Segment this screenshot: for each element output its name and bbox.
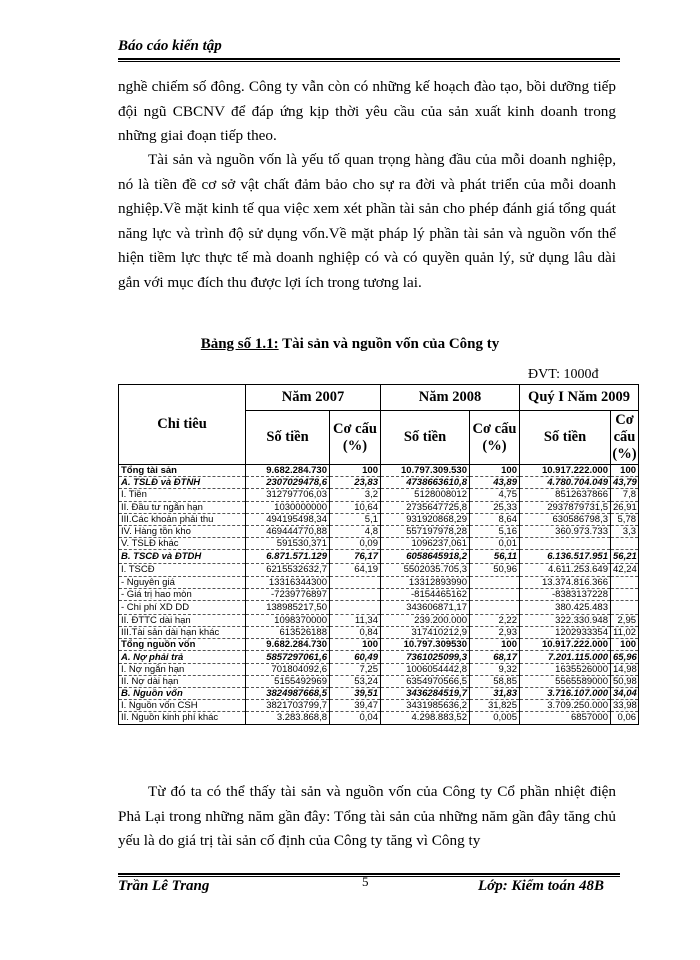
amount-cell xyxy=(520,538,611,550)
amount-cell: 1030000000 xyxy=(246,501,330,513)
amount-cell: 9.682.284.730 xyxy=(246,639,330,651)
footer-author: Trần Lê Trang xyxy=(118,878,210,894)
structure-cell: 100 xyxy=(330,639,381,651)
header-structure: Cơ cấu (%) xyxy=(470,411,520,465)
row-label-cell: V. TSLĐ khác xyxy=(119,538,246,550)
table-row xyxy=(119,688,639,700)
amount-cell: 9.682.284.730 xyxy=(246,465,330,477)
structure-cell: 2,95 xyxy=(611,614,639,626)
amount-cell: 10.797.309530 xyxy=(381,639,470,651)
amount-cell: 5502035.705,3 xyxy=(381,564,470,576)
row-label-cell: B. TSCĐ và ĐTDH xyxy=(119,550,246,564)
structure-cell: 3,2 xyxy=(330,489,381,501)
structure-cell: 42,24 xyxy=(611,564,639,576)
header-rule-thin xyxy=(118,61,620,62)
structure-cell xyxy=(470,600,520,614)
table-row xyxy=(119,675,639,687)
row-label-cell: III.Các khoản phải thu xyxy=(119,513,246,525)
amount-cell: 5155492969 xyxy=(246,675,330,687)
structure-cell: 26,91 xyxy=(611,501,639,513)
structure-cell: 65,96 xyxy=(611,651,639,663)
row-label-cell: II. Nguồn kinh phí khác xyxy=(119,712,246,724)
structure-cell: 2,93 xyxy=(470,627,520,639)
amount-cell: 613526188 xyxy=(246,627,330,639)
structure-cell: 5,78 xyxy=(611,513,639,525)
amount-cell: 380.425.483 xyxy=(520,600,611,614)
amount-cell: 13316344300 xyxy=(246,576,330,588)
amount-cell: 4.780.704.049 xyxy=(520,477,611,489)
structure-cell: 3,3 xyxy=(611,525,639,537)
table-row xyxy=(119,550,639,564)
structure-cell: 23,83 xyxy=(330,477,381,489)
table-row xyxy=(119,614,639,626)
amount-cell: 6.871.571.129 xyxy=(246,550,330,564)
header-structure: Cơ cấu (%) xyxy=(611,411,639,465)
amount-cell: 931920868,29 xyxy=(381,513,470,525)
table-row xyxy=(119,700,639,712)
row-label-cell: A. Nợ phải trả xyxy=(119,651,246,663)
row-label-cell: - Chi phí XD DD xyxy=(119,600,246,614)
amount-cell: 630586798,3 xyxy=(520,513,611,525)
structure-cell: 0,01 xyxy=(470,538,520,550)
structure-cell xyxy=(470,576,520,588)
header-structure: Cơ cấu (%) xyxy=(330,411,381,465)
amount-cell: -7239776897 xyxy=(246,588,330,600)
table-row xyxy=(119,465,639,477)
header-rule xyxy=(118,58,620,60)
row-label-cell: II. Đầu tư ngắn hạn xyxy=(119,501,246,513)
amount-cell: 8512637866 xyxy=(520,489,611,501)
amount-cell: 5128008012 xyxy=(381,489,470,501)
row-label-cell: - Giá trị hao mòn xyxy=(119,588,246,600)
amount-cell: 5857297061,6 xyxy=(246,651,330,663)
amount-cell: 10.797.309.530 xyxy=(381,465,470,477)
amount-cell: 3821703799,7 xyxy=(246,700,330,712)
structure-cell: 7,8 xyxy=(611,489,639,501)
amount-cell: 6215532632,7 xyxy=(246,564,330,576)
footer-rule xyxy=(118,873,620,875)
amount-cell: 13312893990 xyxy=(381,576,470,588)
amount-cell: 2307029478,6 xyxy=(246,477,330,489)
amount-cell: 557197978,28 xyxy=(381,525,470,537)
structure-cell: 58,85 xyxy=(470,675,520,687)
structure-cell: 39,47 xyxy=(330,700,381,712)
footer-class: Lớp: Kiểm toán 48B xyxy=(478,878,604,894)
structure-cell: 25,33 xyxy=(470,501,520,513)
amount-cell: 317410212,9 xyxy=(381,627,470,639)
row-label-cell: - Nguyên giá xyxy=(119,576,246,588)
row-label-cell: III.Tài sản dài hạn khác xyxy=(119,627,246,639)
structure-cell: 50,96 xyxy=(470,564,520,576)
structure-cell: 5,16 xyxy=(470,525,520,537)
structure-cell: 14,98 xyxy=(611,663,639,675)
paragraph-1: nghề chiếm số đông. Công ty vẫn còn có những kế hoạch đào tạo, bồi dưỡng tiếp đội ngũ CBCNV để đáp ứng kịp thời yêu cầu của sản xuất kinh doanh trong những giai đoạn tiếp theo. xyxy=(118,78,616,144)
amount-cell: 13.374.816.366 xyxy=(520,576,611,588)
amount-cell: 1202933354 xyxy=(520,627,611,639)
structure-cell: 100 xyxy=(330,465,381,477)
structure-cell: 9,32 xyxy=(470,663,520,675)
row-label-cell: II. ĐTTC dài hạn xyxy=(119,614,246,626)
table-row xyxy=(119,525,639,537)
table-caption xyxy=(0,336,700,353)
structure-cell: 31,83 xyxy=(470,688,520,700)
structure-cell: 11,02 xyxy=(611,627,639,639)
amount-cell: 3.283.868,8 xyxy=(246,712,330,724)
structure-cell: 31,825 xyxy=(470,700,520,712)
amount-cell: 2937879731,5 xyxy=(520,501,611,513)
structure-cell: 64,19 xyxy=(330,564,381,576)
table-row xyxy=(119,513,639,525)
structure-cell: 100 xyxy=(611,465,639,477)
row-label-cell: I. Nguồn vốn CSH xyxy=(119,700,246,712)
structure-cell: 7,25 xyxy=(330,663,381,675)
structure-cell: 43,89 xyxy=(470,477,520,489)
amount-cell: 494195498,34 xyxy=(246,513,330,525)
header-period-2009q1: Quý I Năm 2009 xyxy=(520,385,639,411)
structure-cell: 39,51 xyxy=(330,688,381,700)
amount-cell: 3431985636,2 xyxy=(381,700,470,712)
assets-table xyxy=(118,384,639,725)
structure-cell xyxy=(611,600,639,614)
structure-cell: 0,04 xyxy=(330,712,381,724)
amount-cell: 6354970566,5 xyxy=(381,675,470,687)
structure-cell: 100 xyxy=(611,639,639,651)
structure-cell: 100 xyxy=(470,465,520,477)
row-label-cell: I. Nợ ngắn hạn xyxy=(119,663,246,675)
table-row xyxy=(119,600,639,614)
structure-cell xyxy=(611,576,639,588)
table-row xyxy=(119,712,639,724)
header-amount: Số tiền xyxy=(246,411,330,465)
amount-cell: -8154465162 xyxy=(381,588,470,600)
row-label-cell: I. Tiền xyxy=(119,489,246,501)
amount-cell: 6058645918,2 xyxy=(381,550,470,564)
structure-cell: 50,98 xyxy=(611,675,639,687)
amount-cell: 10.917.222.000 xyxy=(520,639,611,651)
amount-cell: 7.201.115.000 xyxy=(520,651,611,663)
amount-cell: 1098370000 xyxy=(246,614,330,626)
structure-cell: 4,8 xyxy=(330,525,381,537)
table-row xyxy=(119,639,639,651)
table-row xyxy=(119,576,639,588)
structure-cell: 0,005 xyxy=(470,712,520,724)
table-row xyxy=(119,627,639,639)
table-row xyxy=(119,477,639,489)
amount-cell: 3824987668,5 xyxy=(246,688,330,700)
row-label-cell: I. TSCĐ xyxy=(119,564,246,576)
table-row xyxy=(119,564,639,576)
row-label-cell: Tổng nguồn vốn xyxy=(119,639,246,651)
amount-cell: 701804092,6 xyxy=(246,663,330,675)
footer-rule-thin xyxy=(118,876,620,877)
header-amount: Số tiền xyxy=(520,411,611,465)
structure-cell xyxy=(611,588,639,600)
structure-cell xyxy=(330,588,381,600)
amount-cell: 469444770,88 xyxy=(246,525,330,537)
structure-cell: 0,06 xyxy=(611,712,639,724)
structure-cell xyxy=(611,538,639,550)
structure-cell: 56,21 xyxy=(611,550,639,564)
amount-cell: 1635526000 xyxy=(520,663,611,675)
amount-cell: 1006054442,8 xyxy=(381,663,470,675)
row-label-cell: B. Nguồn vốn xyxy=(119,688,246,700)
structure-cell: 11,34 xyxy=(330,614,381,626)
amount-cell: 239.200.000 xyxy=(381,614,470,626)
structure-cell: 100 xyxy=(470,639,520,651)
structure-cell: 10,64 xyxy=(330,501,381,513)
structure-cell: 33,98 xyxy=(611,700,639,712)
amount-cell: 7361025099,3 xyxy=(381,651,470,663)
table-row xyxy=(119,651,639,663)
header-amount: Số tiền xyxy=(381,411,470,465)
structure-cell: 68,17 xyxy=(470,651,520,663)
structure-cell: 2,22 xyxy=(470,614,520,626)
structure-cell xyxy=(330,576,381,588)
row-label-cell: IV. Hàng tồn kho xyxy=(119,525,246,537)
amount-cell: 6857000 xyxy=(520,712,611,724)
structure-cell: 34,04 xyxy=(611,688,639,700)
paragraph-3: Từ đó ta có thể thấy tài sản và nguồn vốn của Công ty Cổ phần nhiệt điện Phả Lại trong những năm gần đây: Tổng tài sản của những năm gần đây tăng chủ yếu là do giá trị tài sản cố định của Công ty tăng vì Công ty xyxy=(118,783,616,849)
amount-cell: 322.330.948 xyxy=(520,614,611,626)
amount-cell: 360.973.733 xyxy=(520,525,611,537)
amount-cell: 343606871,17 xyxy=(381,600,470,614)
amount-cell: 3436284519,7 xyxy=(381,688,470,700)
table-body xyxy=(119,465,639,725)
amount-cell: 3.716.107.000 xyxy=(520,688,611,700)
structure-cell: 0,09 xyxy=(330,538,381,550)
table-row xyxy=(119,501,639,513)
row-label-cell: II. Nợ dài hạn xyxy=(119,675,246,687)
row-label-cell: Tổng tài sản xyxy=(119,465,246,477)
header-indicator: Chỉ tiêu xyxy=(119,385,246,465)
structure-cell: 76,17 xyxy=(330,550,381,564)
structure-cell xyxy=(330,600,381,614)
amount-cell: 5565589000 xyxy=(520,675,611,687)
page-number: 5 xyxy=(362,874,369,889)
structure-cell xyxy=(470,588,520,600)
structure-cell: 4,75 xyxy=(470,489,520,501)
amount-cell: 4.298.883,52 xyxy=(381,712,470,724)
table-row xyxy=(119,663,639,675)
table-caption-title: Tài sản và nguồn vốn của Công ty xyxy=(282,336,500,352)
amount-cell: 312797706,03 xyxy=(246,489,330,501)
table-unit: ĐVT: 1000đ xyxy=(528,367,599,382)
structure-cell: 43,79 xyxy=(611,477,639,489)
header-period-2007: Năm 2007 xyxy=(246,385,381,411)
structure-cell: 60,49 xyxy=(330,651,381,663)
amount-cell: 591530,371 xyxy=(246,538,330,550)
paragraph-2: Tài sản và nguồn vốn là yếu tố quan trọng hàng đầu của mỗi doanh nghiệp, nó là tiền đề cơ sở vật chất đảm bảo cho sự ra đời và phát triển của mỗi doanh nghiệp.Về mặt kinh tế qua việc xem xét phần tài sản cho phép đánh giá tổng quát năng lực và trình độ sử dụng vốn.Về mặt pháp lý phần tài sản và nguồn vốn thể hiện tiềm lực thực tế mà doanh nghiệp có và có quyền quản lý, sử dụng lâu dài gắn với mục đích thu được lợi ích trong tương lai. xyxy=(118,151,616,291)
amount-cell: 3.709.250.000 xyxy=(520,700,611,712)
amount-cell: 138985217,50 xyxy=(246,600,330,614)
running-header: Báo cáo kiến tập xyxy=(118,38,222,54)
amount-cell: 4.611.253.649 xyxy=(520,564,611,576)
row-label-cell: A. TSLĐ và ĐTNH xyxy=(119,477,246,489)
header-period-2008: Năm 2008 xyxy=(381,385,520,411)
amount-cell: 10.917.222.000 xyxy=(520,465,611,477)
structure-cell: 56,11 xyxy=(470,550,520,564)
table-row xyxy=(119,489,639,501)
amount-cell: 1096237,061 xyxy=(381,538,470,550)
table-row xyxy=(119,538,639,550)
amount-cell: -8383137228 xyxy=(520,588,611,600)
table-caption-label: Bảng số 1.1: xyxy=(200,336,279,352)
amount-cell: 6.136.517.951 xyxy=(520,550,611,564)
table-row xyxy=(119,588,639,600)
structure-cell: 8,64 xyxy=(470,513,520,525)
structure-cell: 0,84 xyxy=(330,627,381,639)
structure-cell: 53,24 xyxy=(330,675,381,687)
amount-cell: 2735647725,8 xyxy=(381,501,470,513)
amount-cell: 4738663610,8 xyxy=(381,477,470,489)
structure-cell: 5,1 xyxy=(330,513,381,525)
